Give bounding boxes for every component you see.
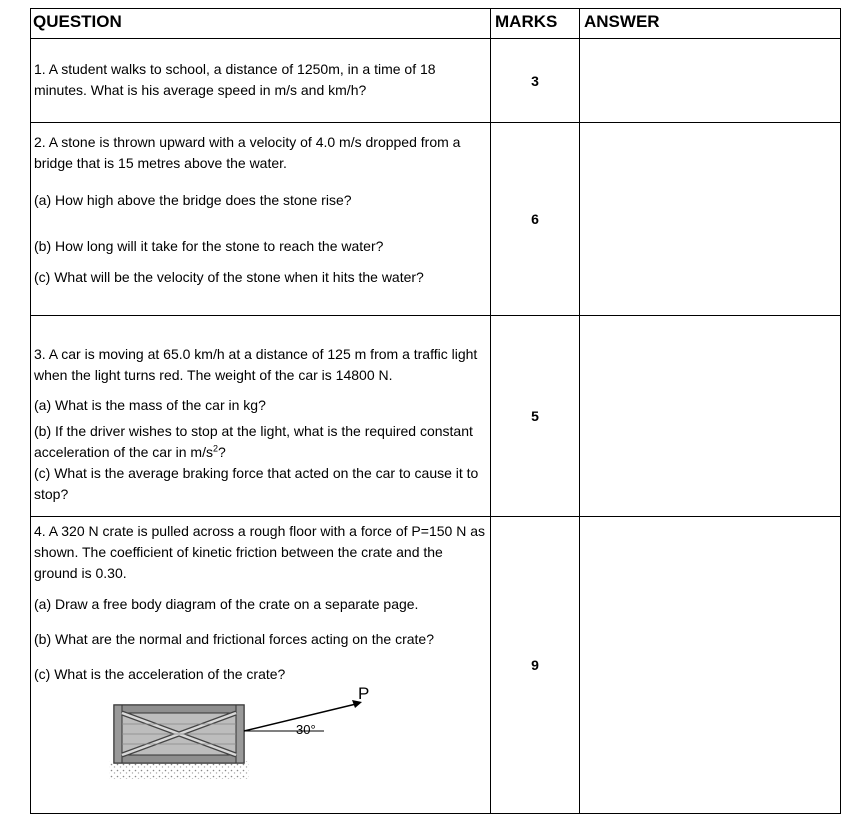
question-3a: (a) What is the mass of the car in kg? [34, 397, 266, 413]
header-row [31, 9, 841, 39]
question-3-stem: 3. A car is moving at 65.0 km/h at a distance of 125 m from a traffic light when the light turns red. The weight of the car is 14800 N. [34, 346, 478, 383]
question-row-3 [31, 316, 841, 517]
question-2b: (b) How long will it take for the stone to reach the water? [34, 238, 384, 254]
answer-cell-4[interactable] [580, 517, 841, 814]
question-cell-3 [31, 316, 491, 517]
question-row-4 [31, 517, 841, 814]
question-3b-text: (b) If the driver wishes to stop at the light, what is the required constant acceleration of the car in m/s [34, 423, 473, 460]
answer-cell-3[interactable] [580, 316, 841, 517]
question-cell-4 [31, 517, 491, 814]
worksheet [30, 8, 840, 811]
question-cell-1 [31, 39, 491, 123]
question-header: QUESTION [31, 9, 491, 39]
question-4b: (b) What are the normal and frictional forces acting on the crate? [34, 631, 434, 647]
question-row-2 [31, 123, 841, 316]
question-3c: (c) What is the average braking force that acted on the car to cause it to stop? [34, 465, 479, 502]
marks-cell-2: 6 [491, 123, 580, 316]
question-3b-end: ? [218, 444, 226, 460]
question-4c: (c) What is the acceleration of the crate? [34, 666, 286, 682]
answer-cell-2[interactable] [580, 123, 841, 316]
question-2-stem: 2. A stone is thrown upward with a velocity of 4.0 m/s dropped from a bridge that is 15 metres above the water. [34, 134, 461, 171]
superscript-2: 2 [212, 443, 218, 454]
angle-label: 30° [296, 722, 316, 737]
question-row-1 [31, 39, 841, 123]
answer-cell-1[interactable] [580, 39, 841, 123]
question-4-stem: 4. A 320 N crate is pulled across a rough floor with a force of P=150 N as shown. The coefficient of kinetic friction between the crate and the ground is 0.30. [34, 523, 485, 581]
question-4a: (a) Draw a free body diagram of the crate on a separate page. [34, 596, 419, 612]
marks-cell-4: 9 [491, 517, 580, 814]
question-cell-2 [31, 123, 491, 316]
force-label: P [358, 684, 370, 703]
crate-diagram [34, 684, 487, 809]
question-table [30, 8, 841, 814]
crate-diagram-icon [104, 691, 404, 781]
marks-cell-1: 3 [491, 39, 580, 123]
marks-header: MARKS [491, 9, 580, 39]
question-3b [34, 421, 487, 463]
answer-header: ANSWER [580, 9, 841, 39]
question-2c: (c) What will be the velocity of the stone when it hits the water? [34, 269, 424, 285]
crate-icon [114, 705, 244, 763]
question-1-text: 1. A student walks to school, a distance of 1250m, in a time of 18 minutes. What is his average speed in m/s and km/h? [34, 61, 436, 98]
marks-cell-3: 5 [491, 316, 580, 517]
question-2a: (a) How high above the bridge does the stone rise? [34, 192, 352, 208]
